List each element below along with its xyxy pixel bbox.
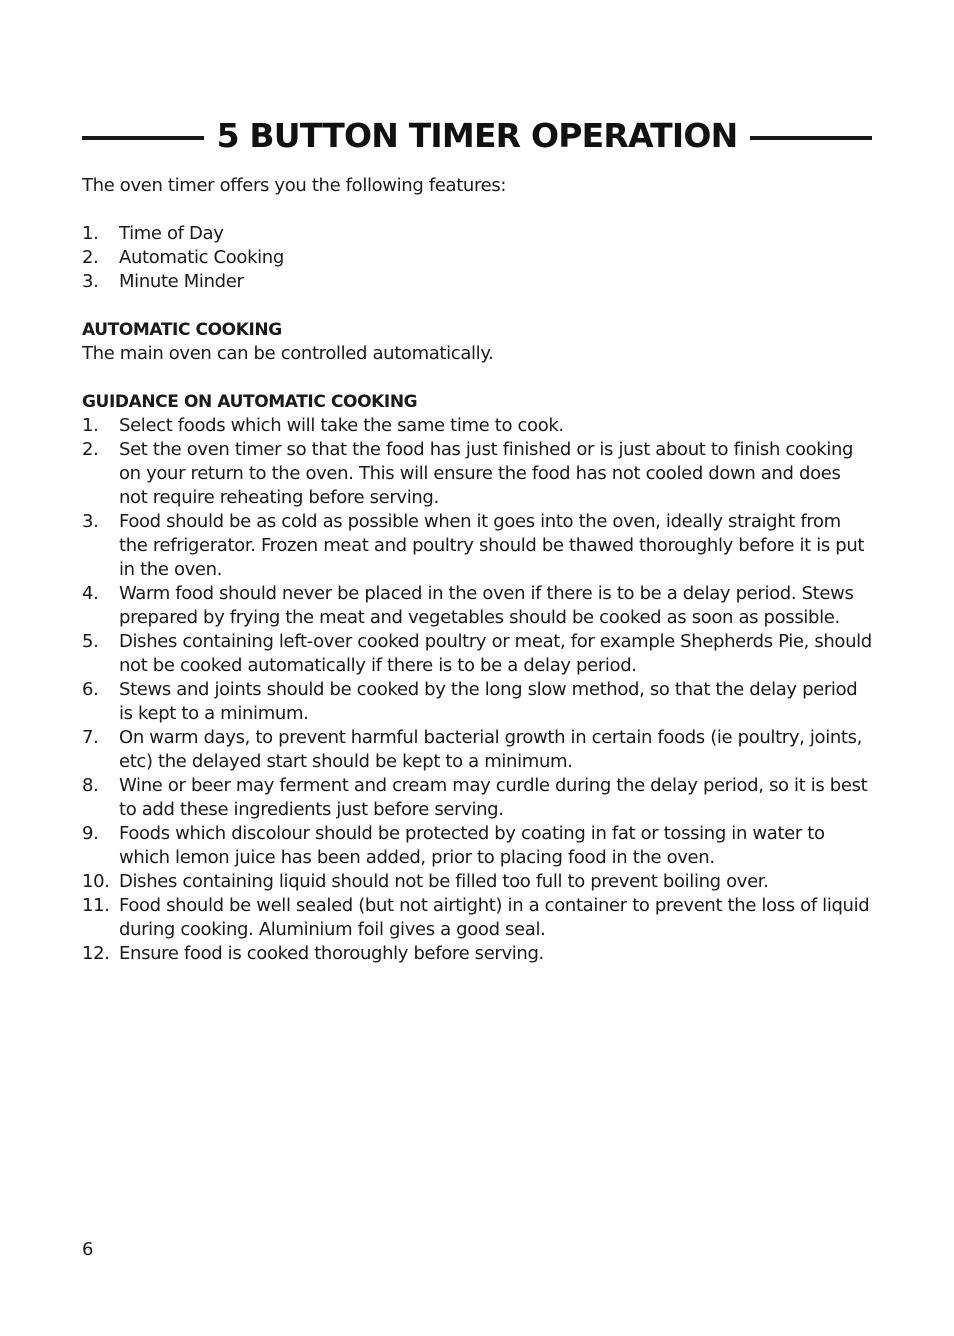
automatic-cooking-text: The main oven can be controlled automatically. [82,343,494,364]
list-item [82,894,872,942]
list-text: Dishes containing left-over cooked poultry or meat, for example Shepherds Pie, should not be cooked automatically if there is to be a delay period. [119,631,872,676]
intro-text: The oven timer offers you the following features: [82,175,507,196]
list-number: 9. [82,823,99,844]
list-text: Wine or beer may ferment and cream may curdle during the delay period, so it is best to add these ingredients just before serving. [119,775,868,820]
list-number: 4. [82,583,99,604]
title-row [82,112,872,158]
list-item [82,582,872,630]
list-number: 2. [82,247,99,268]
list-item [82,726,872,774]
page-title: 5 BUTTON TIMER OPERATION [216,115,738,155]
list-text: Warm food should never be placed in the oven if there is to be a delay period. Stews prepared by frying the meat and vegetables should be cooked as soon as possible. [119,583,854,628]
title-rule-left [82,136,204,140]
list-item [82,870,872,894]
guidance-heading: GUIDANCE ON AUTOMATIC COOKING [82,392,418,412]
list-text: Automatic Cooking [119,247,284,268]
document-body [82,174,872,966]
list-number: 2. [82,439,99,460]
list-text: Foods which discolour should be protected by coating in fat or tossing in water to which lemon juice has been added, prior to placing food in the oven. [119,823,825,868]
list-number: 3. [82,271,99,292]
list-number: 6. [82,679,99,700]
list-number: 5. [82,631,99,652]
page-number: 6 [82,1239,94,1260]
list-text: On warm days, to prevent harmful bacterial growth in certain foods (ie poultry, joints, etc) the delayed start should be kept to a minimum. [119,727,863,772]
list-number: 7. [82,727,99,748]
list-number: 1. [82,223,99,244]
automatic-cooking-heading: AUTOMATIC COOKING [82,320,282,340]
guidance-list [82,414,872,966]
list-item [82,270,872,294]
list-number: 11. [82,895,110,916]
list-text: Stews and joints should be cooked by the long slow method, so that the delay period is kept to a minimum. [119,679,858,724]
list-text: Food should be well sealed (but not airtight) in a container to prevent the loss of liquid during cooking. Aluminium foil gives a good seal. [119,895,870,940]
list-item [82,774,872,822]
list-number: 3. [82,511,99,532]
title-rule-right [750,136,872,140]
list-number: 12. [82,943,110,964]
list-number: 10. [82,871,110,892]
list-text: Food should be as cold as possible when it goes into the oven, ideally straight from the refrigerator. Frozen meat and poultry should be thawed thoroughly before it is put in the oven. [119,511,865,580]
list-item [82,822,872,870]
list-text: Dishes containing liquid should not be filled too full to prevent boiling over. [119,871,769,892]
list-item [82,246,872,270]
list-text: Time of Day [119,223,224,244]
features-list [82,222,872,294]
list-number: 1. [82,415,99,436]
list-text: Minute Minder [119,271,244,292]
list-text: Set the oven timer so that the food has just finished or is just about to finish cooking on your return to the oven. This will ensure the food has not cooled down and does not require reheating before serving. [119,439,854,508]
list-item [82,222,872,246]
list-item [82,510,872,582]
list-item [82,438,872,510]
list-item [82,414,872,438]
list-text: Select foods which will take the same time to cook. [119,415,564,436]
list-number: 8. [82,775,99,796]
list-text: Ensure food is cooked thoroughly before serving. [119,943,544,964]
list-item [82,942,872,966]
list-item [82,678,872,726]
list-item [82,630,872,678]
